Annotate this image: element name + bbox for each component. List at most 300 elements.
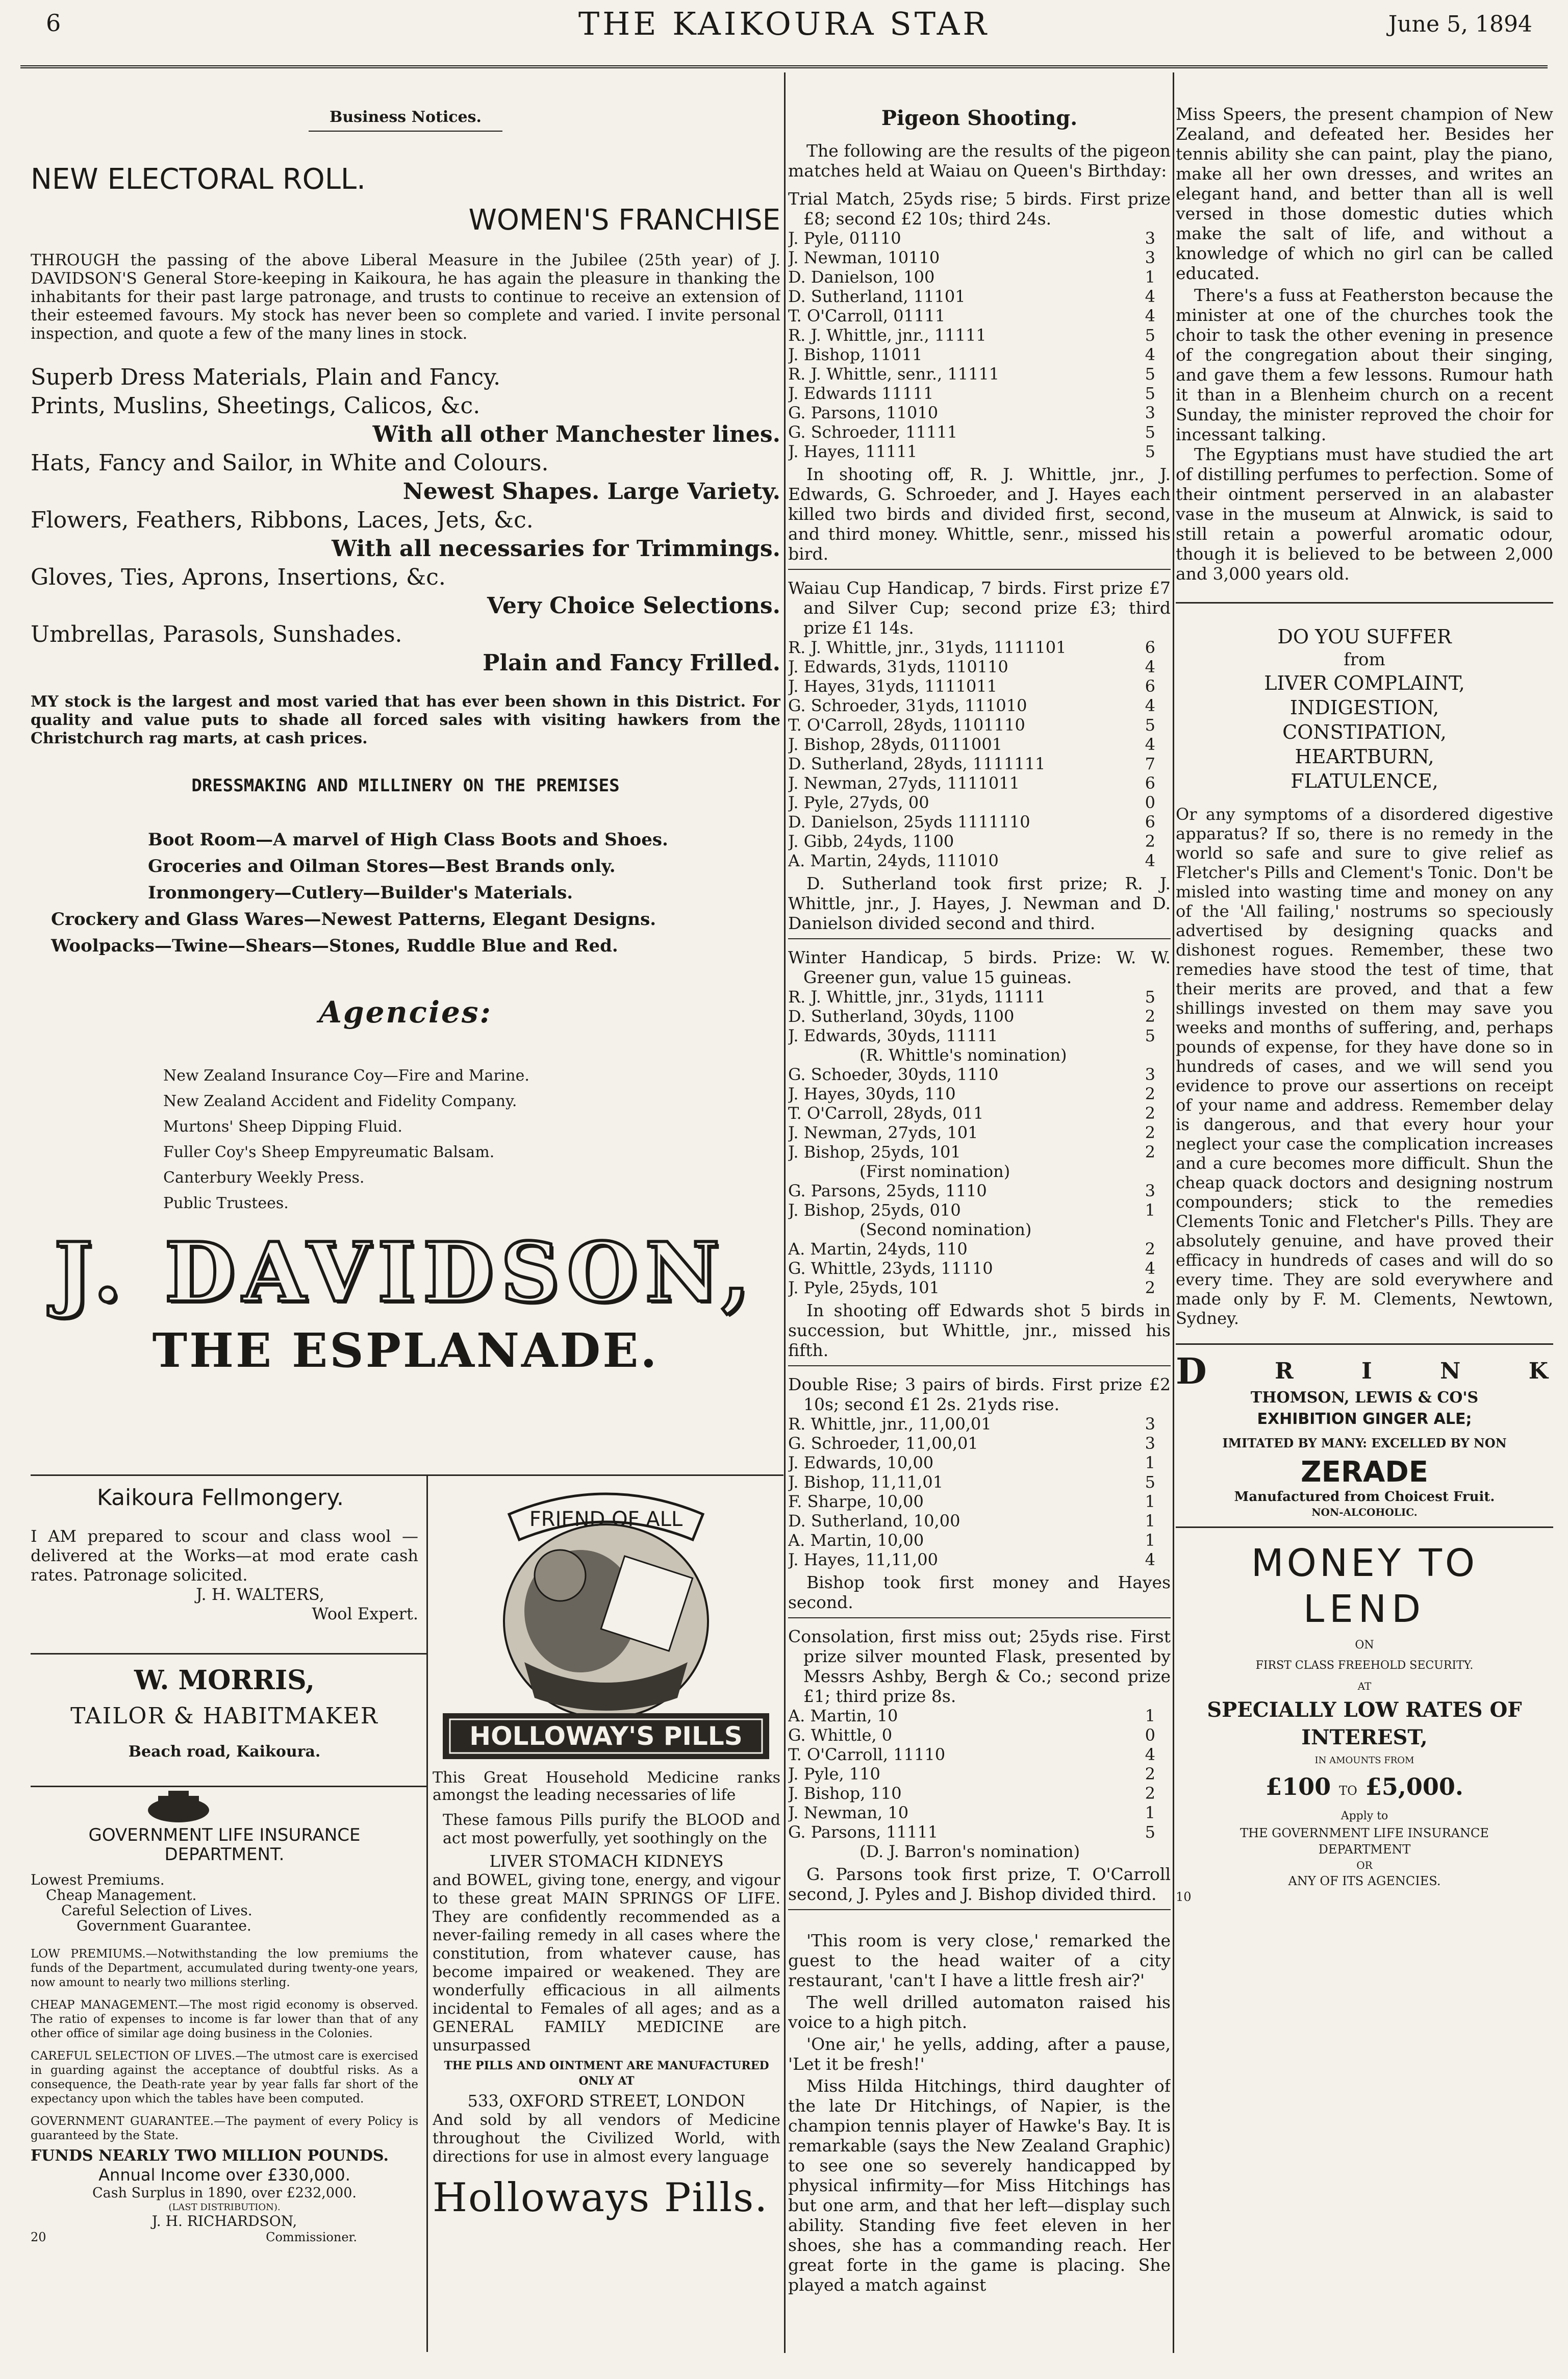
business-notices-heading: Business Notices.: [330, 108, 482, 126]
dressmaking-heading: DRESSMAKING AND MILLINERY ON THE PREMISES: [191, 775, 620, 796]
shooter-score: 2: [1145, 832, 1155, 851]
money-apply: Apply to: [1341, 1810, 1388, 1822]
shooter-score: 4: [1145, 696, 1155, 715]
drink-letter: D: [1176, 1350, 1207, 1392]
score-row: [788, 638, 1171, 657]
shooter-entry: D. Sutherland, 28yds, 1111111: [788, 754, 1046, 773]
shooter-entry: J. Pyle, 110: [788, 1764, 880, 1784]
score-row: [788, 657, 1171, 677]
agency-item: Murtons' Sheep Dipping Fluid.: [163, 1118, 402, 1136]
shooter-entry: R. J. Whittle, jnr., 11111: [788, 325, 987, 345]
shooter-score: 3: [1145, 1181, 1155, 1200]
drink-letter: I: [1361, 1358, 1372, 1384]
fletcher-ailment: CONSTIPATION,: [1282, 721, 1447, 743]
score-row: [788, 1200, 1171, 1220]
fletcher-heading: DO YOU SUFFER: [1277, 625, 1452, 648]
fellmongery-role: Wool Expert.: [312, 1604, 418, 1623]
shooter-entry: F. Sharpe, 10,00: [788, 1492, 924, 1511]
pigeon-intro: The following are the results of the pigeon matches held at Waiau on Queen's Birthday:: [788, 141, 1171, 181]
column-rule: [784, 72, 786, 2353]
department-item: Crockery and Glass Wares—Newest Patterns, Elegant Designs.: [51, 909, 656, 930]
shooter-score: 2: [1145, 1239, 1155, 1259]
shooter-entry: J. Pyle, 27yds, 00: [788, 793, 929, 812]
drink-letters: [1176, 1345, 1553, 1392]
shooter-entry: R. J. Whittle, senr., 11111: [788, 364, 1000, 384]
shooter-score: 4: [1145, 345, 1155, 364]
shooter-entry: G. Parsons, 11010: [788, 403, 939, 422]
score-row: [788, 306, 1171, 325]
insurance-bullet: Government Guarantee.: [77, 1917, 251, 1934]
insurance-surplus-note: (LAST DISTRIBUTION).: [168, 2202, 281, 2213]
shooter-score: 5: [1145, 987, 1155, 1007]
department-item: Groceries and Oilman Stores—Best Brands only.: [148, 856, 616, 877]
fletcher-body: Or any symptoms of a disordered digestive apparatus? If so, there is no remedy in the world so safe and sure to give relief as Fletcher's Pills and Clement's Tonic. Don't be misled into wasting time and money on any of the 'All failing,' nostrums so speciously advertised by designing quacks and dishonest rogues. Remember, these two remedies have stood the test of time, that their merits are proved, and that a few shillings invested on them may save you weeks and months of suffering, and, perhaps pounds of expense, for they have done so in hundreds of cases, and we will send you evidence to prove our assertions on receipt of your name and address. Remember delay is dangerous, and that every hour your neglect your case the complication increases and a cure becomes more difficult. Shun the cheap quack doctors and designing nostrum compounders; stick to the remedies Clements Tonic and Fletcher's Pills. They are absolutely genuine, and have proved their efficacy in hundreds of cases and will do so every time. They are sold everywhere and made only by F. M. Clements, Newtown, Sydney.: [1176, 805, 1553, 1328]
shooter-score: 6: [1145, 677, 1155, 696]
shooter-score: 2: [1145, 1104, 1155, 1123]
section-rule: [31, 1786, 426, 1787]
stock-line-detail: Plain and Fancy Frilled.: [483, 650, 780, 676]
score-row: [788, 1045, 1171, 1065]
event-rule: [788, 938, 1171, 939]
shooter-entry: (D. J. Barron's nomination): [859, 1842, 1080, 1861]
column-rule: [426, 1474, 428, 2352]
insurance-paragraph: CAREFUL SELECTION OF LIVES.—The utmost care is exercised in guarding against the acceptance of doubtful risks. As a consequence, the Death-rate year by year falls far short of the expectancy upon which the tables have been computed.: [31, 2049, 418, 2106]
insurance-paragraph: LOW PREMIUMS.—Notwithstanding the low premiums the funds of the Department, accumulated during twenty-one years, now amount to nearly two millions sterling.: [31, 1947, 418, 1989]
event-note: In shooting off Edwards shot 5 birds in succession, but Whittle, jnr., missed his fifth.: [788, 1300, 1171, 1360]
money-rate: INTEREST,: [1301, 1725, 1428, 1749]
shooter-score: 1: [1145, 1531, 1155, 1550]
stock-line: Hats, Fancy and Sailor, in White and Colours.: [31, 450, 549, 476]
insurance-bullet: Lowest Premiums.: [31, 1871, 165, 1888]
money-at: AT: [1357, 1680, 1372, 1692]
agency-item: Fuller Coy's Sheep Empyreumatic Balsam.: [163, 1143, 495, 1161]
shooter-entry: G. Parsons, 11111: [788, 1822, 939, 1842]
shooter-score: 1: [1145, 267, 1155, 287]
shooter-score: 2: [1145, 1007, 1155, 1026]
speers-paragraph: Miss Speers, the present champion of New Zealand, and defeated her. Besides her tennis ability she can paint, play the piano, make all her own dresses, and writes an elegant hand, and better than all is well versed in those domestic duties which make the salt of life, and without a knowledge of which no girl can be called educated.: [1176, 104, 1553, 283]
holloway-label: HOLLOWAY'S PILLS: [469, 1721, 743, 1751]
shooter-entry: D. Danielson, 25yds 1111110: [788, 812, 1030, 832]
insurance-footer: [31, 2230, 418, 2245]
davidson-name: J. DAVIDSON,: [54, 1224, 757, 1320]
shooter-score: 3: [1145, 229, 1155, 248]
score-row: [788, 1492, 1171, 1511]
departments-list: [31, 827, 780, 959]
shooter-score: [1155, 1162, 1171, 1181]
agencies-list: [31, 1063, 780, 1216]
insurance-commissioner: J. H. RICHARDSON,: [151, 2213, 297, 2230]
shooter-score: 3: [1145, 248, 1155, 267]
event-heading: Trial Match, 25yds rise; 5 birds. First prize £8; second £2 10s; third 24s.: [788, 189, 1171, 229]
money-advertisement: [1176, 1540, 1553, 1905]
agency-item: New Zealand Insurance Coy—Fire and Marine.: [163, 1067, 529, 1085]
shooter-entry: J. Hayes, 11,11,00: [788, 1550, 938, 1569]
shooter-score: 2: [1145, 1764, 1155, 1784]
score-row: [788, 1084, 1171, 1104]
score-row: [788, 1162, 1171, 1181]
score-row: [788, 1434, 1171, 1453]
insurance-bullets: [31, 1872, 418, 1934]
pigeon-title: Pigeon Shooting.: [881, 106, 1078, 130]
score-row: [788, 1104, 1171, 1123]
shooter-entry: G. Schroeder, 11,00,01: [788, 1434, 978, 1453]
score-row: [788, 267, 1171, 287]
hitchings-paragraph: Miss Hilda Hitchings, third daughter of the late Dr Hitchings, of Napier, is the champion tennis player of Hawke's Bay. It is remarkable (says the New Zealand Graphic) to see one so severely handicapped by physical infirmity—for Miss Hitchings has but one arm, and that her left—display such ability. Standing five feet eleven in her shoes, she has a commanding reach. Her great forte in the game is placing. She played a match against: [788, 2076, 1171, 2295]
fellmongery-advertisement: [31, 1479, 418, 1647]
agency-item: Canterbury Weekly Press.: [163, 1169, 365, 1187]
score-row: [788, 1706, 1171, 1725]
fletcher-from: from: [1344, 649, 1385, 670]
stock-line: Umbrellas, Parasols, Sunshades.: [31, 621, 402, 647]
shooter-score: 1: [1145, 1511, 1155, 1531]
shooter-entry: G. Schroeder, 31yds, 111010: [788, 696, 1027, 715]
shooter-score: 3: [1145, 1414, 1155, 1434]
shooter-entry: T. O'Carroll, 11110: [788, 1745, 946, 1764]
score-row: [788, 1278, 1171, 1297]
shooter-score: 4: [1145, 287, 1155, 306]
score-row: [788, 1764, 1171, 1784]
score-row: [788, 403, 1171, 422]
shooter-entry: R. J. Whittle, jnr., 31yds, 1111101: [788, 638, 1067, 657]
event-note: Bishop took first money and Hayes second.: [788, 1572, 1171, 1612]
masthead-rule: [20, 65, 1548, 68]
shooter-score: [1155, 1045, 1171, 1065]
score-row: [788, 851, 1171, 870]
shooter-entry: T. O'Carroll, 28yds, 1101110: [788, 715, 1025, 735]
shooter-score: 4: [1145, 735, 1155, 754]
score-row: [788, 1142, 1171, 1162]
score-row: [788, 325, 1171, 345]
shooter-entry: J. Hayes, 11111: [788, 442, 918, 461]
shooter-score: 5: [1145, 1026, 1155, 1045]
score-row: [788, 1065, 1171, 1084]
shooter-entry: J. Hayes, 31yds, 1111011: [788, 677, 998, 696]
drink-tagline: IMITATED BY MANY: EXCELLED BY NON: [1222, 1436, 1507, 1450]
score-row: [788, 1472, 1171, 1492]
shooter-entry: J. Gibb, 24yds, 1100: [788, 832, 954, 851]
stock-line: Prints, Muslins, Sheetings, Calicos, &c.: [31, 393, 480, 419]
shooter-score: 3: [1145, 1434, 1155, 1453]
money-office: THE GOVERNMENT LIFE INSURANCE: [1240, 1826, 1489, 1840]
holloway-organs: LIVER STOMACH KIDNEYS: [489, 1851, 724, 1871]
insurance-advertisement: [31, 1789, 418, 2352]
drink-sub: Manufactured from Choicest Fruit.: [1234, 1489, 1495, 1505]
drink-advertisement: [1176, 1345, 1553, 1519]
score-row: [788, 345, 1171, 364]
money-title: MONEY TO: [1251, 1541, 1478, 1585]
money-rate: SPECIALLY LOW RATES OF: [1207, 1698, 1522, 1722]
score-row: [788, 754, 1171, 773]
section-rule: [31, 1474, 783, 1476]
shooter-score: [1155, 1220, 1171, 1239]
agencies-heading: Agencies:: [319, 995, 492, 1030]
event-heading: Waiau Cup Handicap, 7 birds. First prize £7 and Silver Cup; second prize £3; third prize £1 14s.: [788, 578, 1171, 638]
shooter-entry: J. Bishop, 11,11,01: [788, 1472, 944, 1492]
money-title: LEND: [1303, 1587, 1426, 1631]
money-footnote: 10: [1176, 1890, 1192, 1904]
insurance-commissioner-role: Commissioner.: [266, 2230, 357, 2244]
section-rule: [31, 1653, 426, 1655]
score-row: [788, 287, 1171, 306]
shooter-score: 5: [1145, 384, 1155, 403]
morris-name: W. MORRIS,: [134, 1665, 315, 1696]
holloway-lead: This Great Household Medicine ranks amongst the leading necessaries of life: [433, 1769, 780, 1804]
shooter-entry: T. O'Carroll, 28yds, 011: [788, 1104, 984, 1123]
drink-brand: ZERADE: [1300, 1456, 1429, 1489]
score-row: [788, 696, 1171, 715]
shooter-entry: J. Edwards, 30yds, 11111: [788, 1026, 998, 1045]
issue-date: June 5, 1894: [1388, 11, 1532, 37]
anecdote-paragraph: 'This room is very close,' remarked the guest to the head waiter of a city restaurant, 'can't I have a little fresh air?': [788, 1931, 1171, 1990]
shooter-entry: A. Martin, 24yds, 111010: [788, 851, 999, 870]
shooter-entry: J. Pyle, 01110: [788, 229, 901, 248]
shooter-entry: A. Martin, 10: [788, 1706, 898, 1725]
electoral-roll-heading: NEW ELECTORAL ROLL.: [31, 163, 366, 196]
drink-sub: NON-ALCOHOLIC.: [1311, 1506, 1418, 1518]
department-item: Ironmongery—Cutlery—Builder's Materials.: [148, 883, 573, 903]
score-row: [788, 442, 1171, 461]
event-heading: Consolation, first miss out; 25yds rise. First prize silver mounted Flask, presented by Messrs Ashby, Bergh & Co.; second prize £1; third prize 8s.: [788, 1626, 1171, 1706]
score-row: [788, 735, 1171, 754]
shooter-entry: J. Hayes, 30yds, 110: [788, 1084, 956, 1104]
shooter-score: 4: [1145, 657, 1155, 677]
stock-line: Superb Dress Materials, Plain and Fancy.: [31, 364, 501, 390]
shooter-entry: J. Bishop, 110: [788, 1784, 902, 1803]
shooter-score: 4: [1145, 1259, 1155, 1278]
drink-product: EXHIBITION GINGER ALE;: [1257, 1410, 1472, 1428]
score-row: [788, 987, 1171, 1007]
insurance-paragraph: CHEAP MANAGEMENT.—The most rigid economy is observed. The ratio of expenses to income is far lower than that of any other office of similar age doing business in the Colonies.: [31, 1998, 418, 2040]
insurance-bullet: Careful Selection of Lives.: [61, 1902, 252, 1919]
score-row: [788, 677, 1171, 696]
banner-text: FRIEND OF ALL: [529, 1508, 683, 1531]
score-row: [788, 1784, 1171, 1803]
stock-line: Flowers, Feathers, Ribbons, Laces, Jets, &c.: [31, 507, 534, 533]
shooter-score: 3: [1145, 403, 1155, 422]
shooter-entry: J. Edwards, 31yds, 110110: [788, 657, 1008, 677]
money-range-to: TO: [1339, 1784, 1357, 1798]
shooter-score: 1: [1145, 1200, 1155, 1220]
shooter-entry: J. Newman, 10: [788, 1803, 909, 1822]
money-range: [1176, 1770, 1553, 1808]
shooter-entry: D. Sutherland, 10,00: [788, 1511, 960, 1531]
fellmongery-body: I AM prepared to scour and class wool —delivered at the Works—at mod erate cash rates. Patronage solicited.: [31, 1526, 418, 1585]
score-row: [788, 248, 1171, 267]
heading-rule: [309, 131, 502, 132]
shooter-entry: J. Bishop, 28yds, 0111001: [788, 735, 1003, 754]
shooter-entry: J. Edwards 11111: [788, 384, 934, 403]
shooter-score: 4: [1145, 851, 1155, 870]
agency-item: Public Trustees.: [163, 1194, 289, 1212]
insurance-income: Annual Income over £330,000.: [98, 2165, 350, 2185]
score-row: [788, 422, 1171, 442]
event-rule: [788, 1617, 1171, 1618]
drink-maker: THOMSON, LEWIS & CO'S: [1250, 1389, 1479, 1407]
shooter-entry: J. Newman, 27yds, 101: [788, 1123, 978, 1142]
shooter-score: 0: [1145, 1725, 1155, 1745]
shooter-score: 6: [1145, 812, 1155, 832]
shooter-score: 4: [1145, 1745, 1155, 1764]
anecdote-paragraph: The well drilled automaton raised his voice to a high pitch.: [788, 1992, 1171, 2032]
shooter-entry: J. Pyle, 25yds, 101: [788, 1278, 940, 1297]
score-row: [788, 1725, 1171, 1745]
page-number: 6: [46, 9, 61, 37]
featherston-paragraph: There's a fuss at Featherston because the minister at one of the churches took the choir to task the other evening in presence of the congregation about their singing, and gave them a few lessons. Rumour hath it than in a Blenheim church on a recent Sunday, the minister reproved the choir for incessant talking.: [1176, 285, 1553, 444]
score-row: [788, 1745, 1171, 1764]
score-row: [788, 1550, 1171, 1569]
shooter-entry: J. Bishop, 25yds, 010: [788, 1200, 961, 1220]
holloway-illustration: [433, 1479, 780, 1764]
crest-icon: [31, 1789, 418, 1825]
score-row: [788, 1511, 1171, 1531]
shooter-entry: J. Newman, 27yds, 1111011: [788, 773, 1020, 793]
score-row: [788, 1822, 1171, 1842]
shooter-score: 1: [1145, 1453, 1155, 1472]
shooter-score: 5: [1145, 442, 1155, 461]
money-on: ON: [1355, 1639, 1374, 1651]
department-item: Woolpacks—Twine—Shears—Stones, Ruddle Blue and Red.: [51, 936, 618, 956]
shooter-score: 1: [1145, 1803, 1155, 1822]
score-row: [788, 229, 1171, 248]
shooter-entry: A. Martin, 24yds, 110: [788, 1239, 968, 1259]
event-rule: [788, 569, 1171, 570]
morris-advertisement: [31, 1656, 418, 1789]
fellmongery-title: Kaikoura Fellmongery.: [97, 1485, 344, 1511]
score-row: [788, 1531, 1171, 1550]
holloway-manufacture: THE PILLS AND OINTMENT ARE MANUFACTURED ONLY AT: [444, 2059, 769, 2088]
shooter-score: 1: [1145, 1706, 1155, 1725]
shooter-score: 6: [1145, 773, 1155, 793]
agency-item: New Zealand Accident and Fidelity Company.: [163, 1092, 517, 1110]
shooter-score: 3: [1145, 1065, 1155, 1084]
shooter-entry: (Second nomination): [859, 1220, 1032, 1239]
insurance-bullet: Cheap Management.: [46, 1887, 197, 1904]
stock-line: Gloves, Ties, Aprons, Insertions, &c.: [31, 564, 446, 590]
money-range-low: £100: [1266, 1773, 1331, 1800]
section-rule: [1176, 1526, 1553, 1528]
shooter-score: 5: [1145, 325, 1155, 345]
shooter-score: 0: [1145, 793, 1155, 812]
shooter-score: 1: [1145, 1492, 1155, 1511]
insurance-surplus: Cash Surplus in 1890, over £232,000.: [92, 2185, 357, 2201]
pigeon-shooting-article: [788, 72, 1171, 2353]
shooter-entry: G. Schroeder, 11111: [788, 422, 958, 442]
money-agents: ANY OF ITS AGENCIES.: [1288, 1874, 1441, 1888]
shooter-entry: R. J. Whittle, jnr., 31yds, 11111: [788, 987, 1046, 1007]
fletcher-ailment: FLATULENCE,: [1291, 770, 1438, 792]
drink-letter: R: [1275, 1358, 1294, 1384]
score-row: [788, 1007, 1171, 1026]
shooter-entry: (First nomination): [859, 1162, 1010, 1181]
score-row: [788, 1123, 1171, 1142]
miscellany-column: [1176, 72, 1553, 2353]
event-note: G. Parsons took first prize, T. O'Carroll second, J. Pyles and J. Bishop divided third.: [788, 1864, 1171, 1904]
masthead: [20, 4, 1548, 60]
shooter-score: 2: [1145, 1123, 1155, 1142]
shooter-score: 4: [1145, 1550, 1155, 1569]
shooter-score: 5: [1145, 1822, 1155, 1842]
fletcher-advertisement: [1176, 625, 1553, 1328]
holloway-footer: Holloways Pills.: [433, 2175, 769, 2221]
stock-line-detail: With all other Manchester lines.: [372, 421, 780, 447]
shooter-score: [1155, 1842, 1171, 1861]
shooter-score: 7: [1145, 754, 1155, 773]
shooter-score: 4: [1145, 306, 1155, 325]
stock-line-detail: With all necessaries for Trimmings.: [332, 536, 780, 562]
shooter-entry: J. Bishop, 11011: [788, 345, 923, 364]
holloway-body: and BOWEL, giving tone, energy, and vigour to these great MAIN SPRINGS OF LIFE. They are confidently recommended as a never-failing remedy in all cases where the constitution, from whatever cause, has become impaired or weakened. They are wonderfully efficacious in all ailments incidental to Females of all ages; and as a GENERAL FAMILY MEDICINE are unsurpassed: [433, 1871, 780, 2055]
shooter-entry: J. Newman, 10110: [788, 248, 940, 267]
event-rule: [788, 1909, 1171, 1910]
score-row: [788, 793, 1171, 812]
shooter-score: 5: [1145, 1472, 1155, 1492]
fletcher-ailment: HEARTBURN,: [1295, 745, 1434, 768]
score-row: [788, 715, 1171, 735]
holloway-body: These famous Pills purify the BLOOD and act most powerfully, yet soothingly on the: [443, 1811, 780, 1847]
davidson-advertisement: [31, 72, 780, 1501]
fletcher-ailment: LIVER COMPLAINT,: [1264, 672, 1465, 694]
davidson-intro: THROUGH the passing of the above Liberal Measure in the Jubilee (25th year) of J. DAVIDSON'S General Store-keeping in Kaikoura, he has again the pleasure in thanking the inhabitants for their past large patronage, and trusts to continue to receive an extension of their esteemed favours. My stock has never been so complete and varied. I invite personal inspection, and quote a few of the many lines in stock.: [31, 251, 780, 343]
shooter-entry: R. Whittle, jnr., 11,00,01: [788, 1414, 992, 1434]
shooter-score: 5: [1145, 715, 1155, 735]
shooter-entry: A. Martin, 10,00: [788, 1531, 924, 1550]
score-row: [788, 1181, 1171, 1200]
column-rule: [1173, 72, 1174, 2353]
shooter-entry: D. Sutherland, 11101: [788, 287, 966, 306]
score-row: [788, 812, 1171, 832]
holloway-advertisement: [433, 1479, 780, 2352]
shooter-entry: G. Parsons, 25yds, 1110: [788, 1181, 987, 1200]
shooter-entry: J. Bishop, 25yds, 101: [788, 1142, 961, 1162]
score-row: [788, 1026, 1171, 1045]
score-row: [788, 1803, 1171, 1822]
shooter-score: 6: [1145, 638, 1155, 657]
stock-line-detail: Very Choice Selections.: [487, 593, 780, 619]
insurance-paragraph: GOVERNMENT GUARANTEE.—The payment of every Policy is guaranteed by the State.: [31, 2115, 418, 2142]
event-heading: Double Rise; 3 pairs of birds. First prize £2 10s; second £1 2s. 21yds rise.: [788, 1374, 1171, 1414]
shooter-entry: D. Danielson, 100: [788, 267, 935, 287]
shooter-score: 2: [1145, 1142, 1155, 1162]
fellmongery-name: J. H. WALTERS,: [196, 1585, 324, 1604]
score-row: [788, 364, 1171, 384]
score-row: [788, 1259, 1171, 1278]
insurance-title: GOVERNMENT LIFE INSURANCE DEPARTMENT.: [88, 1825, 361, 1865]
insurance-funds: FUNDS NEARLY TWO MILLION POUNDS.: [31, 2147, 389, 2165]
shooter-score: 2: [1145, 1784, 1155, 1803]
score-row: [788, 832, 1171, 851]
davidson-address: THE ESPLANADE.: [152, 1323, 659, 1378]
money-or: OR: [1356, 1859, 1373, 1871]
anecdote-paragraph: 'One air,' he yells, adding, after a pause, 'Let it be fresh!': [788, 2034, 1171, 2074]
womens-franchise-heading: WOMEN'S FRANCHISE: [468, 204, 780, 237]
score-row: [788, 1453, 1171, 1472]
stock-note: MY stock is the largest and most varied that has ever been shown in this District. For quality and value puts to shade all forced sales with visiting hawkers from the Christchurch rag marts, at cash prices.: [31, 693, 780, 747]
event-rule: [788, 1365, 1171, 1366]
shooter-score: 5: [1145, 364, 1155, 384]
insurance-footnote: 20: [31, 2230, 46, 2244]
shooter-entry: J. Edwards, 10,00: [788, 1453, 934, 1472]
money-office: DEPARTMENT: [1318, 1842, 1411, 1857]
shooter-entry: T. O'Carroll, 01111: [788, 306, 946, 325]
shooter-entry: D. Sutherland, 30yds, 1100: [788, 1007, 1015, 1026]
holloway-address: 533, OXFORD STREET, LONDON: [467, 2091, 746, 2111]
holloway-sold: And sold by all vendors of Medicine throughout the Civilized World, with directions for use in almost every language: [433, 2111, 780, 2166]
shooter-entry: G. Whittle, 0: [788, 1725, 893, 1745]
department-item: Boot Room—A marvel of High Class Boots and Shoes.: [148, 830, 668, 850]
newspaper-title: THE KAIKOURA STAR: [578, 5, 990, 42]
shooter-entry: (R. Whittle's nomination): [859, 1045, 1067, 1065]
shooter-score: 2: [1145, 1278, 1155, 1297]
